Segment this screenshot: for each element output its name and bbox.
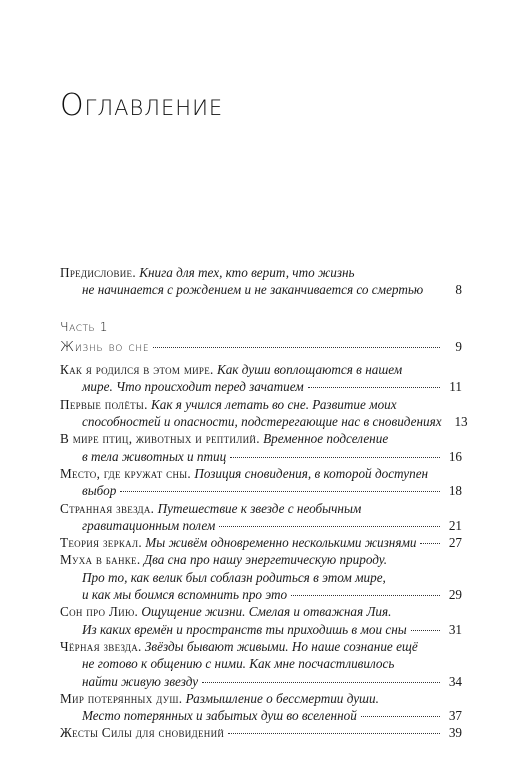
toc-line-text [60,724,224,741]
toc-line [60,638,462,655]
toc-line-text [60,551,387,568]
toc-line [60,281,462,298]
toc-line [60,586,462,603]
toc-heading-text: Сон про Лию. [60,604,139,620]
toc-description-text: Позиция сновидения, в которой доступен [191,465,429,481]
toc-entry-preface[interactable] [60,264,462,299]
page-title: Оглавление [60,88,224,123]
toc-description-text: Про то, как велик был соблазн родиться в этом мире, [82,569,386,585]
dot-leader [120,490,440,492]
dot-leader [308,386,440,388]
toc-line [60,430,462,447]
toc-entry[interactable] [60,430,462,465]
toc-entries [60,361,468,742]
toc-line-text [82,281,423,298]
dot-leader [411,629,440,631]
toc-heading-text: Как я родился в этом мире. [60,362,214,378]
toc-description-text: Путешествие к звезде с необычным [154,500,362,516]
toc-line-text [82,673,198,690]
toc-entry[interactable] [60,465,462,500]
table-of-contents [60,264,468,742]
toc-heading-text: Муха в банке. [60,552,141,568]
toc-line [60,482,462,499]
toc-entry[interactable] [60,534,462,551]
toc-description-text: выбор [82,483,117,499]
part-heading[interactable] [60,318,462,357]
toc-line-text [60,638,418,655]
page-number: 31 [448,621,462,637]
page-number: 34 [448,673,462,689]
toc-line-text [82,482,116,499]
toc-line [60,673,462,690]
dot-leader [427,290,440,291]
toc-description-text: способностей и опасности, подстерегающие нас в сновидениях [82,414,442,430]
toc-line-text [82,621,407,638]
toc-entry[interactable] [60,690,462,725]
toc-entry[interactable] [60,638,462,690]
page-number: 37 [448,708,462,724]
dot-leader [361,715,440,717]
toc-description-text: мире. Что происходит перед зачатием [82,379,304,395]
toc-heading-text: Предисловие. [60,265,136,280]
toc-line-text [82,378,304,395]
toc-line [60,569,462,586]
page-number: 29 [448,587,462,603]
dot-leader [153,346,440,348]
toc-description-text: Два сна про нашу энергетическую природу. [140,552,388,568]
toc-line [60,551,462,568]
toc-description-text: в тела животных и птиц [82,448,227,464]
toc-entry[interactable] [60,724,462,741]
toc-line-text [82,517,215,534]
toc-entry[interactable] [60,500,462,535]
page-number: 21 [448,517,462,533]
toc-description-text: Место потерянных и забытых душ во вселенной [82,708,357,724]
toc-line-text [82,413,442,430]
toc-line-text [60,603,391,620]
toc-heading-text: Странная звезда. [60,500,155,516]
toc-line [60,413,468,430]
toc-line-text [60,534,416,551]
dot-leader [420,542,440,544]
toc-line [60,707,462,724]
toc-description-text: Из каких времён и пространств ты приходишь в мои сны [82,621,407,637]
toc-description-text: не готово к общению с ними. Как мне посчастливилось [82,656,395,672]
part-title: Жизнь во сне [60,338,150,355]
toc-line-text [60,430,388,447]
toc-description-text: Ощущение жизни. Смелая и отважная Лия. [138,604,392,620]
toc-entry[interactable] [60,396,468,431]
toc-line [60,621,462,638]
part-label: Часть 1 [60,318,109,334]
toc-line [60,448,462,465]
toc-line [60,534,462,551]
toc-heading-text: В мире птиц, животных и рептилий. [60,431,260,447]
toc-description-text: не начинается с рождением и не заканчивается со смертью [82,282,424,298]
dot-leader [230,456,440,458]
toc-description-text: Как я учился летать во сне. Развитие моих [147,396,397,412]
toc-line-text [60,500,361,517]
toc-line [60,396,462,413]
dot-leader [219,525,440,527]
toc-line [60,603,462,620]
toc-description-text: Звёзды бывают живыми. Но наше сознание ещё [141,638,418,654]
toc-line-text [82,586,287,603]
toc-line [60,655,462,672]
toc-heading-text: Первые полёты. [60,396,148,412]
toc-heading-text: Жесты Силы для сновидений [60,725,225,741]
toc-line-text [60,361,402,378]
toc-description-text: и как мы боимся вспомнить про это [82,587,288,603]
page-number: 18 [448,483,462,499]
toc-line-text [60,465,428,482]
toc-line-text [60,690,379,707]
toc-line-text [60,396,397,413]
dot-leader [291,594,440,596]
toc-description-text: Временное подселение [259,431,389,447]
page-number: 39 [448,725,462,741]
toc-description-text: гравитационным полем [82,517,216,533]
toc-description-text: найти живую звезду [82,673,199,689]
page-number: 13 [454,414,468,430]
toc-line [60,724,462,741]
page-number: 9 [455,338,462,354]
toc-entry[interactable] [60,551,462,603]
dot-leader [202,681,440,683]
toc-description-text: Размышление о бессмертии души. [182,690,379,706]
toc-line [60,517,462,534]
toc-line [60,361,462,378]
toc-heading-text: Чёрная звезда. [60,638,142,654]
toc-line-text [82,655,394,672]
dot-leader [228,732,440,734]
page-number: 8 [455,282,462,298]
toc-entry[interactable] [60,361,462,396]
toc-line-text [60,264,355,281]
toc-line [60,500,462,517]
toc-line-text [82,569,386,586]
toc-heading-text: Теория зеркал. [60,535,142,551]
toc-line [60,378,462,395]
page-number: 16 [448,448,462,464]
toc-heading-text: Мир потерянных душ. [60,690,183,706]
toc-line [60,465,462,482]
toc-heading-text: Место, где кружат сны. [60,465,192,481]
toc-description-text: Мы живём одновременно несколькими жизнями [141,535,417,551]
page-number: 11 [449,379,462,395]
toc-line [60,690,462,707]
toc-line-text [82,448,226,465]
toc-line-text [82,707,357,724]
toc-entry[interactable] [60,603,462,638]
toc-description-text: Книга для тех, кто верит, что жизнь [135,265,355,280]
page-number: 27 [448,535,462,551]
toc-description-text: Как души воплощаются в нашем [213,362,403,378]
toc-line [60,264,462,281]
